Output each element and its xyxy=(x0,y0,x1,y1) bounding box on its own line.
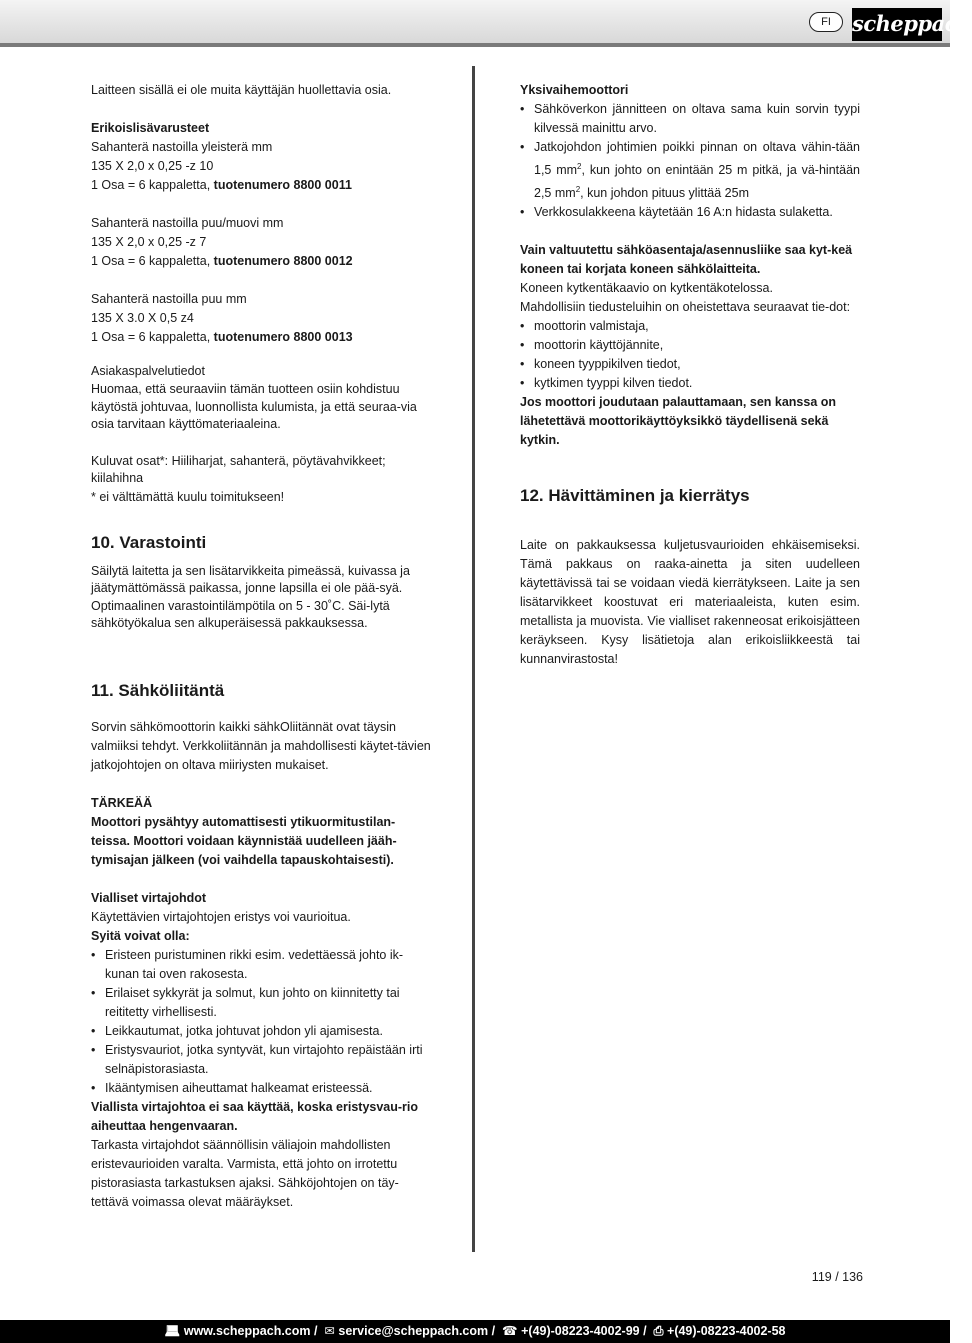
service-heading: Asiakaspalvelutiedot xyxy=(91,364,205,378)
wear-parts: Kuluvat osat*: Hiiliharjat, sahanterä, pöytävahvikkeet; kiilahihna xyxy=(91,453,386,485)
return-notice: Jos moottori joudutaan palauttamaan, sen kanssa on lähetettävä moottorikäyttöyksikkö täydellisenä sekä kytkin. xyxy=(520,395,837,448)
service-text: Huomaa, että seuraaviin tämän tuotteen osiin kohdistuu käytöstä johtuvaa, luonnollista kulumista, ja että seuraa-via osia tarvitaan käyttömateriaaleina. xyxy=(91,382,417,431)
blade2-part-number: tuotenumero 8800 0012 xyxy=(213,254,353,268)
blade3-line3: 1 Osa = 6 kappaletta, tuotenumero 8800 0013 xyxy=(91,330,353,344)
wear-note: * ei välttämättä kuulu toimitukseen! xyxy=(91,489,285,504)
diagram-text: Koneen kytkentäkaavio on kytkentäkotelossa. xyxy=(520,281,773,296)
fax-number: +(49)-08223-4002-58 xyxy=(667,1324,786,1338)
intro-text: Laitteen sisällä ei ole muita käyttäjän huollettavia osia. xyxy=(91,83,392,97)
list-item: • Sähköverkon jännitteen on oltava sama kuin sorvin tyypi kilvessä mainittu arvo. xyxy=(520,100,860,138)
disposal-text: Laite on pakkauksessa kuljetusvaurioiden ehkäisemiseksi. Tämä pakkaus on raaka-ainetta ja siten uudelleen käytettävissä tai se voidaan viedä kierrätykseen. Laite ja sen lisätarvikkeet koostuvat eri materiaaleista, kuten esim. metallista ja muovista. Vie vialliset rakenneosat erikoisjätteen keräykseen. Kysy lisätietoja alan erikoisliikkeestä tai kunnanvirastosta! xyxy=(520,538,860,667)
blade1-part-number: tuotenumero 8800 0011 xyxy=(213,178,352,192)
motor-heading: Yksivaihemoottori xyxy=(520,83,629,97)
list-item: • Jatkojohdon johtimien poikki pinnan on oltava vähin-tään 1,5 $mm^2$, kun johto on enintään 25 m pitkä, ja vä-hintään 2,5 $mm^2$, kun johdon pituus ylittää 25m xyxy=(520,138,860,203)
list-item: • Eristysvauriot, jotka syntyvät, kun virtajohto repäistään irti selnäpistorasiasta. xyxy=(91,1041,431,1079)
blade3-part-number: tuotenumero 8800 0013 xyxy=(213,330,353,344)
list-item: • Verkkosulakkeena käytetään 16 A:n hidasta sulaketta. xyxy=(520,203,860,222)
language-badge: FI xyxy=(809,12,843,32)
blade2-line2: 135 X 2,0 x 0,25 -z 7 xyxy=(91,235,207,249)
causes-list xyxy=(91,946,431,1098)
list-item: • kytkimen tyyppi kilven tiedot. xyxy=(520,374,860,393)
electric-text: Sorvin sähkömoottorin kaikki sähkOliitännät ovat täysin valmiiksi tehdyt. Verkkoliitännän ja mahdollisesti käytet-tävien jatkojohtojen on oltava miiriysten mukaiset. xyxy=(91,719,431,772)
accessories-heading: Erikoislisävarusteet xyxy=(91,121,210,135)
check-text: Tarkasta virtajohdot säännöllisin väliajoin mahdollisten eristevaurioiden varalta. Varmista, että johto on irrotettu pistorasiasta tarkastuksen ajaksi. Sähköjohtojen on täy-tettävä voimassa olevat määräykset. xyxy=(91,1137,399,1209)
mail-icon: ✉ xyxy=(324,1324,335,1338)
list-item: • Leikkautumat, jotka johtuvat johdon yli ajamisesta. xyxy=(91,1022,431,1041)
fax-icon: ⎙ xyxy=(653,1324,664,1338)
list-item: • Erilaiset sykkyrät ja solmut, kun johto on kiinnitetty tai reititetty virhellisesti. xyxy=(91,984,431,1022)
email-link[interactable]: service@scheppach.com xyxy=(338,1324,489,1338)
phone-icon: ☎ xyxy=(502,1324,518,1338)
page-header xyxy=(0,0,972,47)
left-column xyxy=(91,81,431,1212)
electric-title: 11. Sähköliitäntä xyxy=(91,680,225,700)
blade1-line2: 135 X 2,0 x 0,25 -z 10 xyxy=(91,159,214,173)
page-number: 119 / 136 xyxy=(811,1270,863,1284)
right-column xyxy=(520,81,860,669)
causes-heading: Syitä voivat olla: xyxy=(91,928,190,943)
list-item: • koneen tyyppikilven tiedot, xyxy=(520,355,860,374)
blade2-line3: 1 Osa = 6 kappaletta, tuotenumero 8800 0012 xyxy=(91,254,353,268)
important-text: Moottori pysähtyy automattisesti ytikuormitustilan-teissa. Moottori voidaan käynnistää uudelleen jääh-tymisajan jälkeen (voi vaihdella tapauskohtaisesti). xyxy=(91,814,397,867)
blade2-line1: Sahanterä nastoilla puu/muovi mm xyxy=(91,216,284,230)
scheppach-logo: scheppach xyxy=(852,8,942,41)
electrician-notice: Vain valtuutettu sähköasentaja/asennusliike saa kyt-keä koneen tai korjata koneen sähkölaitteita. xyxy=(520,243,853,277)
blade1-line3: 1 Osa = 6 kappaletta, tuotenumero 8800 0011 xyxy=(91,178,352,192)
phone-number: +(49)-08223-4002-99 xyxy=(521,1324,640,1338)
blade3-line2: 135 X 3.0 X 0,5 z4 xyxy=(91,311,194,325)
storage-title: 10. Varastointi xyxy=(91,532,207,552)
inquiry-text: Mahdollisiin tiedusteluihin on oheistettava seuraavat tie-dot: xyxy=(520,300,851,315)
disposal-title: 12. Hävittäminen ja kierrätys xyxy=(520,486,750,506)
page-footer: 💻︎ www.scheppach.com / ✉ service@scheppach.com / ☎ +(49)-08223-4002-99 / ⎙ +(49)-08223-4002-58 xyxy=(0,1320,950,1343)
list-item: • moottorin käyttöjännite, xyxy=(520,336,860,355)
list-item: • Ikääntymisen aiheuttamat halkeamat eristeessä. xyxy=(91,1079,431,1098)
important-heading: TÄRKEÄÄ xyxy=(91,795,153,810)
list-item: • moottorin valmistaja, xyxy=(520,317,860,336)
faulty-heading: Vialliset virtajohdot xyxy=(91,890,207,905)
motor-list xyxy=(520,100,860,222)
warning-text: Viallista virtajohtoa ei saa käyttää, koska eristysvau-rio aiheuttaa hengenvaaran. xyxy=(91,1099,419,1133)
list-item: • Eristeen puristuminen rikki esim. vedettäessä johto ik-kunan tai oven rakosesta. xyxy=(91,946,431,984)
blade3-line1: Sahanterä nastoilla puu mm xyxy=(91,292,247,306)
blade1-line1: Sahanterä nastoilla yleisterä mm xyxy=(91,140,273,154)
column-divider xyxy=(472,66,475,1252)
inquiry-list xyxy=(520,317,860,393)
faulty-text: Käytettävien virtajohtojen eristys voi vaurioitua. xyxy=(91,909,351,924)
storage-text: Säilytä laitetta ja sen lisätarvikkeita pimeässä, kuivassa ja jäätymättömässä paikassa, jonne lapsilla ei ole pää-syä. Optimaalinen varastointilämpötila on 5 - 30˚C. Säi-lytä sähkötyökalua sen alkuperäisessä pakkauksessa. xyxy=(91,563,410,630)
website-link[interactable]: www.scheppach.com xyxy=(183,1324,311,1338)
computer-icon: 💻︎ xyxy=(164,1324,181,1338)
